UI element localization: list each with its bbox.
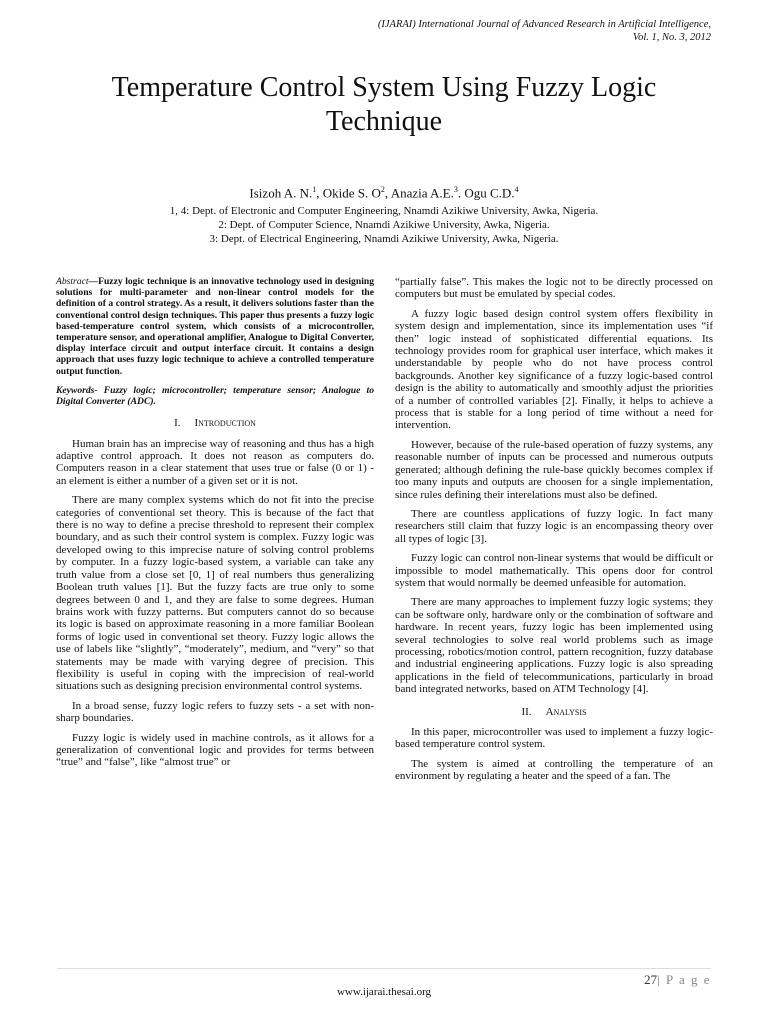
title-line-1: Temperature Control System Using Fuzzy Logic: [111, 72, 657, 103]
title-line-2: Technique: [325, 106, 443, 137]
author-1: Isizoh A. N.: [249, 185, 313, 201]
footer-divider: [57, 968, 711, 969]
right-column: [395, 276, 713, 790]
section-heading-analysis: [395, 706, 713, 718]
affiliation-2: 2: Dept. of Computer Science, Nnamdi Azikiwe University, Awka, Nigeria.: [218, 219, 550, 231]
author-list: Isizoh A. N.$^1$, Okide S. $O^2$, Anazia A.E.$^3$. Ogu C.D.$^4$: [249, 185, 519, 201]
author-3: Anazia A.E.: [390, 185, 454, 201]
author-2-sup: 2: [380, 185, 385, 194]
section-heading-introduction: [56, 417, 374, 429]
journal-volume: Vol. 1, No. 3, 2012: [632, 32, 711, 43]
paragraph: There are countless applications of fuzzy logic. In fact many researchers still claim that fuzzy logic is an encompassing theory over all types of logic [3].: [395, 507, 713, 545]
author-1-sup: 1: [312, 185, 317, 194]
paragraph: There are many complex systems which do not fit into the precise categories of conventional set theory. This is because of the fact that there is no way to define a precise threshold to represent their complex boundary, and as such their control system is complex. Fuzzy logic was developed owing to this imprecise nature of solving control problems by computer. In a fuzzy logic-based system, a variable can take any truth value from a close set [0, 1] of real numbers thus generalizing Boolean truth values [1]. But the fuzzy facts are true only to some degrees between 0 and 1, and they are false to some degrees. Human brains work with fuzzy patterns. But computers cannot do so because its logic is based on approximate reasoning in a more familiar Boolean forms of logic used in conventional set theory. Fuzzy logic allows the use of labels like “slightly”, “moderately”, medium, and “very” so that statements may be made with varying degree of precision. This flexibility is useful in coping with the imprecision of real-world situations such as designing precision environmental control systems.: [56, 494, 374, 693]
abstract-lead: Abstract: [56, 276, 89, 287]
journal-url[interactable]: www.ijarai.thesai.org: [336, 986, 432, 998]
page-label: | P a g e: [657, 972, 711, 987]
paragraph: In a broad sense, fuzzy logic refers to fuzzy sets - a set with non-sharp boundaries.: [56, 699, 374, 725]
section-title: Introduction: [194, 417, 256, 430]
journal-header: [211, 18, 711, 44]
paper-title: [40, 71, 728, 139]
abstract-text: —Fuzzy logic technique is an innovative technology used in designing solutions for multi-parameter and non-linear control models for the definition of a control strategy. As a result, it delivers solutions faster than the conventional control design techniques. This paper thus presents a fuzzy logic based-temperature control system, which consists of a microcontroller, temperature sensor, and operational amplifier, Analogue to Digital Converter, display interface circuit and output interface circuit. It contains a design approach that uses fuzzy logic technique to achieve a controlled temperature output function.: [56, 276, 374, 377]
paragraph: Fuzzy logic is widely used in machine controls, as it allows for a generalization of conventional logic and provides for terms between “true” and “false”, like “almost true” or: [56, 731, 374, 769]
paragraph: “partially false”. This makes the logic not to be directly processed on computers but must be emulated by special codes.: [395, 276, 713, 301]
keywords: Keywords- Fuzzy logic; microcontroller; temperature sensor; Analogue to Digital Converter (ADC).: [56, 384, 374, 408]
paragraph: Human brain has an imprecise way of reasoning and thus has a high adaptive control approach. It does not reason as computers do. Computers reason in a clear statement that uses true or false (0 or 1) - an element is either a number of a given set or it is not.: [56, 437, 374, 487]
left-column: [56, 276, 374, 776]
section-number: II.: [521, 705, 532, 718]
author-4: Ogu C.D.: [464, 185, 515, 201]
author-2: Okide S. O: [322, 185, 381, 201]
paragraph: The system is aimed at controlling the temperature of an environment by regulating a heater and the speed of a fan. The: [395, 757, 713, 783]
author-4-sup: 4: [514, 185, 519, 194]
abstract: [56, 276, 374, 377]
paragraph: A fuzzy logic based design control system offers flexibility in system design and implementation, since its implementation uses “if then” logic instead of sophisticated differential equations. Its technology provides room for graphical user interface, which makes it understandable by people who do not have process control backgrounds. Another key significance of a fuzzy logic-based control design is the ability to automatically and smoothly adjust the priorities of a number of controlled variables [2]. Finally, it helps to achieve a process that is stable for a long period of time without a need for intervention.: [395, 307, 713, 432]
section-number: I.: [174, 417, 181, 430]
author-3-sup: 3: [453, 185, 458, 194]
paragraph: In this paper, microcontroller was used to implement a fuzzy logic-based temperature control system.: [395, 726, 713, 751]
affiliation-1: 1, 4: Dept. of Electronic and Computer Engineering, Nnamdi Azikiwe University, Awka, Nigeria.: [169, 205, 599, 217]
paragraph: However, because of the rule-based operation of fuzzy systems, any reasonable number of inputs can be processed and numerous outputs generated; although defining the rule-base quickly becomes complex if too many inputs and outputs are choosen for a single implementation, since rules defining their interelations must also be defined.: [395, 438, 713, 501]
page-number-value: 27: [644, 972, 658, 987]
journal-name: (IJARAI) International Journal of Advanced Research in Artificial Intelligence,: [377, 19, 711, 30]
affiliation-3: 3: Dept. of Electrical Engineering, Nnamdi Azikiwe University, Awka, Nigeria.: [209, 233, 559, 245]
paragraph: There are many approaches to implement fuzzy logic systems; they can be software only, hardware only or the combination of software and hardware. In recent years, fuzzy logic has been implemented using several technologies to solve real world problems such as image processing, robotics/motion control, pattern recognition, fuzzy database and industrial engineering applications. Fuzzy logic is also spreading applications in the field of telecommunications, particularly in broad band integrated networks, based on ATM Technology [4].: [395, 596, 713, 696]
paragraph: Fuzzy logic can control non-linear systems that would be difficult or impossible to model mathematically. This opens door for control system that would normally be deemed unfeasible for automation.: [395, 552, 713, 589]
affiliations: [40, 204, 728, 246]
section-title: Analysis: [545, 705, 587, 718]
